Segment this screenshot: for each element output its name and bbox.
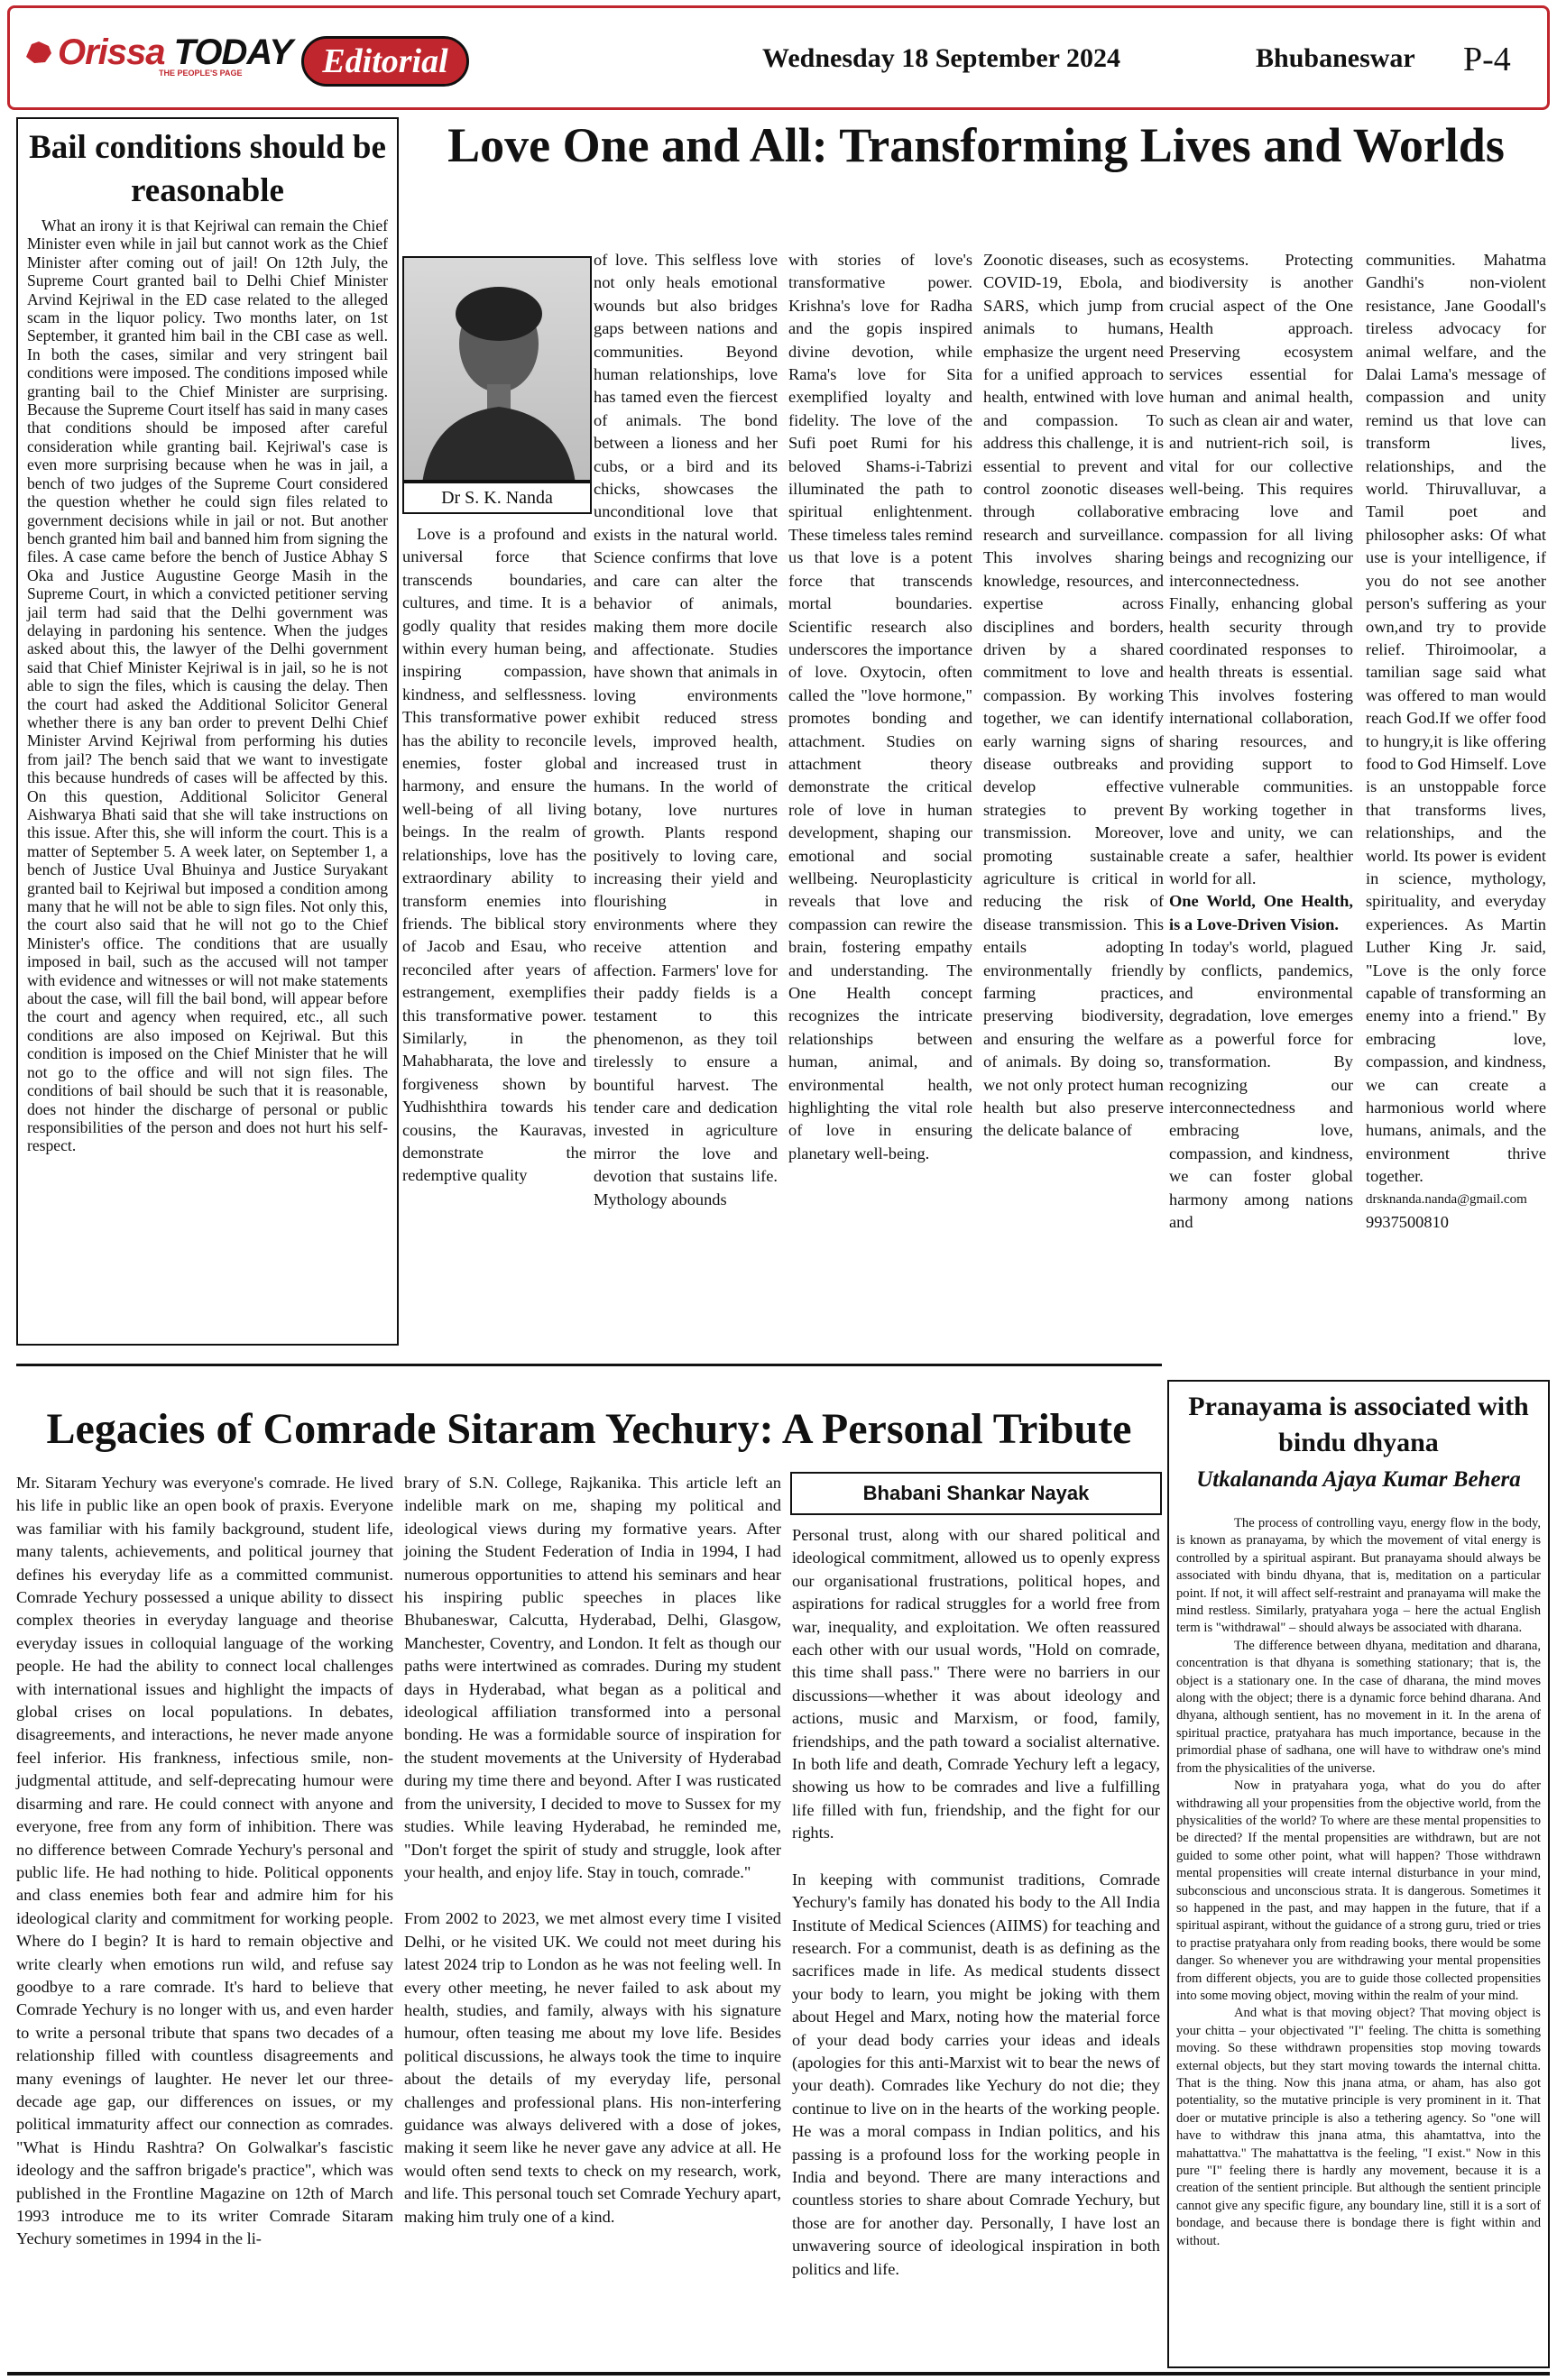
legacy-byline: Bhabani Shankar Nayak	[790, 1472, 1162, 1515]
legacy-col-3a-text: Personal trust, along with our shared political and ideological commitment, allowed us to openly express our organisational frustrations, political hopes, and aspirations for radical struggles for a world free from war, inequality, and exploitation. We often reassured each other with our usual words, "Hold on comrade, this time shall pass." There were no barriers in our discussions—whether it was about ideology and actions, music and Marxism, or food, family, friendships, and the path toward a socialist alternative. In both life and death, Comrade Yechury left a legacy, showing us how to be comrades and live a fulfilling life filled with fun, friendship, and the fight for our rights.	[792, 1526, 1160, 1842]
prana-byline: Utkalananda Ajaya Kumar Behera	[1196, 1467, 1521, 1492]
prana-headline: Pranayama is associated with bindu dhyana	[1188, 1392, 1529, 1457]
legacy-col-3b-text: In keeping with communist traditions, Comrade Yechury's family has donated his body to the All India Institute of Medical Sciences (AIIMS) for teaching and research. For a communist, death is as defining as the sacrifices made in life. As medical students dissect your body to learn, you might be joking with them about Hegel and Marx, noting how the material force of your dead body carries your ideas and ideals (apologies for this anti-Marxist wit to bear the news of your death). Comrades like Yechury do not die; they continue to live on in the hearts of the working people. He was a moral compass in Indian politics, and his passing is a profound loss for the working people in India and beyond. There are many interactions and countless stories to share about Comrade Yechury, but those are for another day. Personally, I have lost an unwavering source of ideological inspiration in both politics and life.	[792, 1870, 1160, 2278]
prana-p4: And what is that moving object? That moving object is your chitta – your objectivated "I" feeling. The chitta is something moving. So these withdrawn propensities stop moving towards external objects, but they start moving towards the internal chitta. That is the thing. Now this jnana atma, or aham, has also got potentiality, so the mutative principle is very prominent in it. That doer or mutative principle is also a tethering agency. So "one will have to withdraw this jnana atma, this ahamtattva, into the mahattattva." The mahattattva is the feeling, "I exist." Now in this pure "I" feeling there is hardly any movement, because it is a creation of the sentient principle. But although the sentient principle cannot give any specific figure, any boundary line, still it is a sort of bondage, and because there is bondage there is fight within and without.	[1176, 2006, 1541, 2248]
legacy-col-2	[404, 1472, 781, 2228]
love-col-4	[983, 249, 1164, 1143]
legacy-col-3	[792, 1524, 1160, 2281]
logo[interactable]	[23, 34, 292, 70]
love-headline: Love One and All: Transforming Lives and Worlds	[447, 118, 1505, 172]
author-portrait-icon	[404, 258, 592, 482]
section-tag: Editorial	[301, 36, 469, 87]
bail-headline: Bail conditions should be reasonable	[29, 129, 386, 209]
author-phone: 9937500810	[1366, 1213, 1449, 1232]
love-col-3	[788, 249, 972, 1165]
footer-rule	[7, 2372, 1550, 2375]
love-col-6	[1366, 249, 1546, 1234]
page-number: P-4	[1463, 41, 1511, 78]
love-col-5	[1169, 249, 1353, 1234]
love-col-5b-text: In today's world, plagued by conflicts, pandemics, and environmental degradation, love emerges as a powerful force for transformation. By recognizing our interconnectedness and embracing love, compassion, and kindness, we can foster global harmony among nations and	[1169, 938, 1353, 1232]
love-col-3-text: with stories of love's transformative power. Krishna's love for Radha and the gopis inspired divine devotion, while Rama's love for Sita exemplified loyalty and fidelity. The love of the Sufi poet Rumi for his beloved Shams-i-Tabrizi illuminated the path to spiritual enlightenment. These timeless tales remind us that love is a potent force that transcends mortal boundaries. Scientific research also underscores the importance of love. Oxytocin, often called the "love hormone," promotes bonding and attachment. Studies on attachment theory demonstrate the critical role of love in human development, shaping our emotional and social wellbeing. Neuroplasticity reveals that love and compassion can rewire the brain, fostering empathy and understanding. The One Health concept recognizes the intricate relationships between human, animal, and environmental health, highlighting the vital role of love in ensuring planetary well-being.	[788, 251, 972, 1162]
logo-tagline: THE PEOPLE'S PAGE	[159, 69, 243, 78]
author-photo	[402, 256, 592, 482]
author-email: drsknanda.nanda@gmail.com	[1366, 1191, 1527, 1207]
dateline: Wednesday 18 September 2024	[762, 43, 1120, 73]
love-col-4-text: Zoonotic diseases, such as COVID-19, Ebola, and SARS, which jump from animals to humans, emphasize the urgent need for a unified approach to health, entwined with love and compassion. To address this challenge, it is essential to prevent and control zoonotic diseases through collaborative research and surveillance. This involves sharing knowledge, resources, and expertise across disciplines and borders, driven by a shared commitment to love and compassion. By working together, we can identify early warning signs of disease outbreaks and develop effective strategies to prevent transmission. Moreover, promoting sustainable agriculture is critical in reducing the risk of disease transmission. This entails adopting environmentally friendly farming practices, preserving biodiversity, and ensuring the welfare of animals. By doing so, we not only protect human health but also preserve the delicate balance of	[983, 251, 1164, 1140]
legacy-col-2a-text: brary of S.N. College, Rajkanika. This article left an indelible mark on me, shaping my political and ideological views during my formative years. After joining the Student Federation of India in 1994, I had numerous opportunities to attend his seminars and hear his inspiring public speeches in places like Bhubaneswar, Calcutta, Hyderabad, Delhi, Glasgow, Manchester, Coventry, and London. It felt as though our paths were intertwined as comrades. During my student days in Hyderabad, what began as a political and ideological affiliation transformed into a personal bonding. He was a formidable source of inspiration for the student movements at the University of Hyderabad during my time there and beyond. After I was rusticated from the university, I decided to move to Sussex for my studies. While leaving Hyderabad, he reminded me, "Don't forget the spirit of study and struggle, look after your health, and enjoy life. Stay in touch, comrade."	[404, 1474, 781, 1881]
legacy-col-1	[16, 1472, 393, 2251]
prana-p1: The process of controlling vayu, energy flow in the body, is known as pranayama, by which the movement of vital energy is controlled by a spiritual aspirant. But pranayama should always be associated with bindu dhyana, that is, meditation on a particular point. If not, it will affect self-restraint and pranayama will make the mind restless. Similarly, pratyahara yoga – here the actual English term is "withdrawal" – should always be associated with dharana.	[1176, 1516, 1541, 1636]
love-col-6-text: communities. Mahatma Gandhi's non-violent resistance, Jane Goodall's tireless advocacy for animal welfare, and the Dalai Lama's message of compassion and unity remind us that love can transform lives, relationships, and the world. Thiruvalluvar, a Tamil poet and philosopher asks: Of what use is your intelligence, if you do not see another person's suffering as your own,and try to provide relief. Thiroimoolar, a tamilian sage said what was offered to man would reach God.If we offer food to hungry,it is like offering food to God Himself. Love is an unstoppable force that transforms lives, relationships, and the world. Its power is evident in science, mythology, spirituality, and everyday experiences. As Martin Luther King Jr. said, "Love is the only force capable of transforming an enemy into a friend." By embracing love, compassion, and kindness, we can create a harmonious world where humans, animals, and the environment thrive together.	[1366, 251, 1546, 1186]
author-caption: Dr S. K. Nanda	[402, 482, 592, 514]
prana-p2: The difference between dhyana, meditation and dharana, concentration is that dhyana is something stationary; that is, the object is a stationary one. In the case of dharana, the mind moves along with the object; there is a dynamic force behind dharana. And dhyana, although sentient, has no movement in it. In the arena of spiritual practice, pratyahara has much importance, because in the primordial phase of sadhana, one will have to withdraw one's mind from the physicalities of the universe.	[1176, 1638, 1541, 1776]
love-col-2-text: of love. This selfless love not only heals emotional wounds but also bridges gaps between nations and communities. Beyond human relationships, love has tamed even the fiercest of animals. The bond between a lioness and her cubs, or a bird and its chicks, showcases the unconditional love that exists in the natural world. Science confirms that love and care can alter the behavior of animals, making them more docile and affectionate. Studies have shown that animals in loving environments exhibit reduced stress levels, improved health, and increased trust in humans. In the world of botany, love nurtures growth. Plants respond positively to loving care, increasing their yield and flourishing in environments where they receive attention and affection. Farmers' love for their paddy fields is a testament to this phenomenon, as they toil tirelessly to ensure a bountiful harvest. The tender care and dedication invested in agriculture mirror the love and devotion that sustains life. Mythology abounds	[594, 251, 778, 1208]
legacy-col-1-text: Mr. Sitaram Yechury was everyone's comrade. He lived his life in public like an open book of praxis. Everyone was familiar with his family background, student life, many talents, achievements, and political journey that defines his everyday life as a committed communist. Comrade Yechury possessed a unique ability to dissect complex theories in everyday language and theorise everyday issues in colloquial language of the working people. He had the ability to connect local challenges with international issues and highlight the impacts of global crises on local populations. In debates, disagreements, and interactions, he never made anyone feel inferior. His frankness, infectious smile, non-judgmental attitude, and self-deprecating humour were disarming and rare. He could connect with anyone and everyone, free from any form of inhibition. There was no difference between Comrade Yechury's personal and public life. He had nothing to hide. Political opponents and class enemies both fear and admire him for his ideological clarity and commitment for working people. Where do I begin? It is hard to remain objective and write clearly when emotions run wild, and refuse say goodbye to a rare comrade. It's hard to believe that Comrade Yechury is no longer with us, and even harder to write a personal tribute that spans two decades of a relationship filled with countless disagreements and many evenings of laughter. He never let our three-decade age gap, our differences on issues, or my political immaturity affect our connection as comrades. "What is Hindu Rashtra? On Golwalkar's fascistic ideology and the saffron brigade's practice", which was published in the Frontline Magazine on 12th of March 1993 introduce me to its writer Comrade Sitaram Yechury sometimes in 1994 in the li-	[16, 1474, 393, 2248]
love-col-1	[402, 523, 586, 1188]
legacy-headline: Legacies of Comrade Sitaram Yechury: A Personal Tribute	[46, 1405, 1132, 1453]
logo-word-today: TODAY	[173, 32, 292, 72]
prana-body	[1176, 1515, 1541, 2250]
love-col-1-text: Love is a profound and universal force that transcends boundaries, cultures, and time. It is a godly quality that resides within every human being, inspiring compassion, kindness, and selflessness. This transformative power has the ability to reconcile enemies, foster global harmony, and ensure the well-being of all living beings. In the realm of relationships, love has the extraordinary ability to transform enemies into friends. The biblical story of Jacob and Esau, who reconciled after years of estrangement, exemplifies this transformative power. Similarly, in the Mahabharata, the love and forgiveness shown by Yudhishthira towards his cousins, the Kauravas, demonstrate the redemptive quality	[402, 525, 586, 1185]
love-col-5a-text: ecosystems. Protecting biodiversity is another crucial aspect of the One Health approach. Preserving ecosystem services essential for human and animal health, such as clean air and water, and nutrient-rich soil, is vital for our collective well-being. This requires embracing love and compassion for all living beings and recognizing our interconnectedness. Finally, enhancing global health security through coordinated responses to health threats is essential. This involves fostering international collaboration, sharing resources, and providing support to vulnerable communities. By working together in love and unity, we can create a safer, healthier world for all.	[1169, 251, 1353, 887]
logo-word-orissa: Orissa	[58, 32, 165, 72]
city-name: Bhubaneswar	[1256, 43, 1415, 73]
bail-body	[27, 216, 388, 1155]
legacy-col-2b-text: From 2002 to 2023, we met almost every time I visited Delhi, or he visited UK. We could not meet during his latest 2024 trip to London as he was not feeling well. In every other meeting, he never failed to ask about my health, studies, and family, always with his signature humour, often teasing me about my love life. Besides political discussions, he always took the time to inquire about the details of my everyday life, personal challenges and professional plans. His non-interfering guidance was always delivered with a dose of jokes, making it seem like he never gave any advice at all. He would often send texts to check on my research, work, and life. This personal touch set Comrade Yechury apart, making him truly one of a kind.	[404, 1909, 781, 2226]
odisha-map-icon	[23, 39, 54, 66]
section-divider	[16, 1364, 1162, 1366]
prana-p3: Now in pratyahara yoga, what do you do after withdrawing all your propensities from the objective world, from the physicalities of the world? To where are these mental propensities to be directed? If the mental propensities are withdrawn, but are not guided to some other point, what will happen? Those withdrawn mental propensities will create internal disturbance in your mind, subconscious and unconscious strata. It is dangerous. Sometimes it so happened in the past, and may happen in the future, that if a spiritual aspirant, without the guidance of a strong guru, tried or tries to practise pratyahara only from reading books, there would be some danger. So whenever you are withdrawing your mental propensities from different objects, you are to guide those collected propensities into some moving object, moving within the realm of your mind.	[1176, 1778, 1541, 2003]
bail-body-text: What an irony it is that Kejriwal can remain the Chief Minister even while in jail but cannot work as the Chief Minister after coming out of jail! On 12th July, the Supreme Court granted bail to Delhi Chief Minister Arvind Kejriwal in the ED case related to the alleged scam in the liquor policy. Two months later, on 1st September, it granted him bail in the CBI case as well. In both the cases, similar and very stringent bail conditions were imposed. The conditions imposed while granting bail to the Chief Minister are surprising. Because the Supreme Court itself has said in many cases that conditions should be imposed after careful consideration while granting bail. Kejriwal's case is even more surprising because when he was in jail, a bench of two judges of the Supreme Court considered the question whether he could sign files related to government decisions while in jail or not. But another bench granted him bail and banned him from signing the files. A case came before the bench of Justice Abhay S Oka and Justice Augustine George Masih in the Supreme Court, in which a convicted petitioner serving jail term had said that the Delhi government was delaying in pardoning his sentence. When the judges asked about this, the lawyer of the Delhi government said that Chief Minister Kejriwal is in jail, so he is not able to sign the files, which is causing the delay. Then the court had asked the Additional Solicitor General whether there is any ban order to prevent Delhi Chief Minister Arvind Kejriwal from performing his duties from jail? The bench said that we want to investigate this because hundreds of cases will be affected by this. On this question, Additional Solicitor General Aishwarya Bhati said that she will take instructions on this issue. After this, she will inform the court. This is a matter of September 5. A week later, on September 1, a bench of Justice Uval Bhuinya and Justice Suryakant granted bail to Kejriwal but imposed a condition among many that he will not be able to sign files. Not only this, the court also said that he will not go to the Chief Minister's office. The conditions that are usually imposed in bail, such as the accused will not tamper with evidence and witnesses or will not make statements about the case, will fill the bail bond, will appear before the court and agency when required, etc., all such conditions are also imposed on Kejriwal. But this condition is imposed on the Chief Minister that he will not go to the office and will not sign files. The conditions of bail should be such that it is reasonable, does not hinder the discharge of personal or public responsibilities of the person and does not hurt his self-respect.	[27, 216, 388, 1155]
love-col-2	[594, 249, 778, 1211]
love-subheading: One World, One Health, is a Love-Driven Vision.	[1169, 892, 1353, 933]
